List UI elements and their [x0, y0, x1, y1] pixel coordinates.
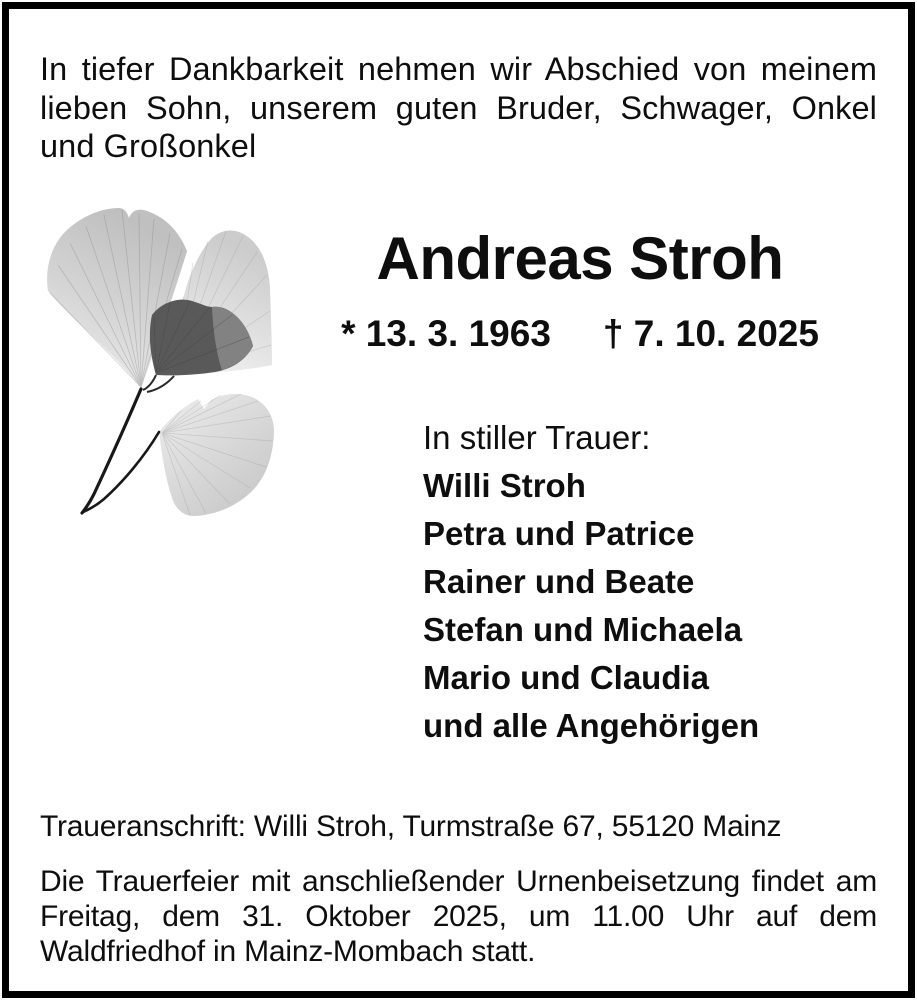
deceased-name: Andreas Stroh [376, 225, 784, 292]
funeral-line: Freitag, dem 31. Oktober 2025, um 11.00 Uhr auf dem [40, 900, 877, 933]
mourning-intro: In stiller Trauer: [423, 419, 651, 456]
intro-line: lieben Sohn, unserem guten Bruder, Schwager, Onkel [40, 89, 877, 126]
mourners-block [423, 414, 843, 750]
intro-paragraph [40, 50, 877, 166]
intro-line: und Großonkel [40, 128, 257, 164]
mourner-name: Rainer und Beate [423, 563, 695, 600]
notice-border-frame [2, 2, 915, 998]
life-dates [300, 315, 860, 353]
funeral-line: Die Trauerfeier mit anschließender Urnenbeisetzung findet am [40, 865, 877, 898]
mourning-address: Traueranschrift: Willi Stroh, Turmstraße 67, 55120 Mainz [40, 810, 782, 843]
death-date: † 7. 10. 2025 [602, 313, 819, 354]
intro-line: In tiefer Dankbarkeit nehmen wir Abschied von meinem [40, 51, 877, 87]
mourner-name: Stefan und Michaela [423, 611, 743, 648]
mourner-name: Petra und Patrice [423, 515, 695, 552]
mourner-name: und alle Angehörigen [423, 707, 760, 744]
mourner-name: Mario und Claudia [423, 659, 710, 696]
mourner-name: Willi Stroh [423, 467, 586, 504]
funeral-line: Waldfriedhof in Mainz-Mombach statt. [40, 935, 536, 968]
birth-date: * 13. 3. 1963 [341, 313, 551, 354]
funeral-info-paragraph [40, 864, 877, 969]
ginkgo-leaves-icon [36, 189, 311, 534]
